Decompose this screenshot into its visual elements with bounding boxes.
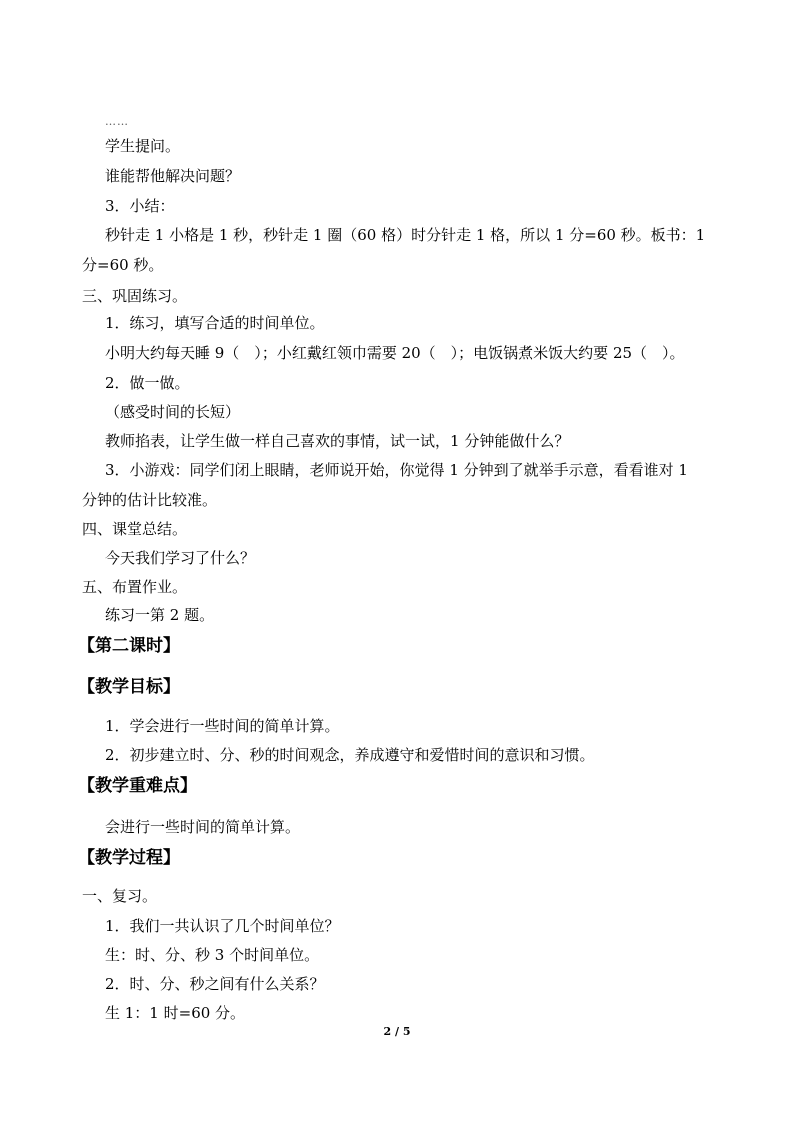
paragraph: 1．学会进行一些时间的简单计算。 bbox=[105, 717, 340, 735]
paragraph: 1．我们一共认识了几个时间单位？ bbox=[105, 917, 340, 935]
paragraph: 1．练习，填写合适的时间单位。 bbox=[105, 314, 325, 332]
lesson-heading: 【第二课时】 bbox=[78, 636, 180, 656]
paragraph: 2．初步建立时、分、秒的时间观念，养成遵守和爱惜时间的意识和习惯。 bbox=[105, 746, 595, 764]
paragraph: 3．小游戏：同学们闭上眼睛，老师说开始，你觉得 1 分钟到了就举手示意，看看谁对 1 bbox=[105, 461, 688, 479]
paragraph: 学生提问。 bbox=[105, 137, 181, 155]
section-heading: 四、课堂总结。 bbox=[82, 520, 188, 538]
ellipsis-text: …… bbox=[105, 115, 129, 128]
objectives-heading: 【教学目标】 bbox=[78, 677, 180, 697]
paragraph: 2．做一做。 bbox=[105, 374, 190, 392]
paragraph: 练习一第 2 题。 bbox=[105, 606, 215, 624]
paragraph: 教师掐表，让学生做一样自己喜欢的事情，试一试，1 分钟能做什么？ bbox=[105, 432, 570, 450]
page-number: 2 / 5 bbox=[383, 1025, 411, 1038]
paragraph: 生 1：1 时=60 分。 bbox=[105, 1004, 246, 1022]
paragraph: 生：时、分、秒 3 个时间单位。 bbox=[105, 946, 320, 964]
section-heading: 三、巩固练习。 bbox=[82, 287, 188, 305]
paragraph: 2．时、分、秒之间有什么关系？ bbox=[105, 975, 325, 993]
paragraph: 3．小结： bbox=[105, 197, 175, 215]
paragraph: 秒针走 1 小格是 1 秒，秒针走 1 圈（60 格）时分针走 1 格，所以 1 分=60 秒。板书：1 bbox=[105, 226, 706, 244]
paragraph: 今天我们学习了什么？ bbox=[105, 549, 256, 567]
paragraph: 分钟的估计比较准。 bbox=[82, 491, 218, 509]
paragraph: （感受时间的长短） bbox=[105, 403, 241, 421]
process-heading: 【教学过程】 bbox=[78, 848, 180, 868]
key-points-heading: 【教学重难点】 bbox=[78, 776, 197, 796]
paragraph: 会进行一些时间的简单计算。 bbox=[105, 818, 301, 836]
section-heading: 一、复习。 bbox=[82, 887, 158, 905]
paragraph: 分=60 秒。 bbox=[82, 256, 164, 274]
paragraph: 谁能帮他解决问题？ bbox=[105, 167, 241, 185]
paragraph: 小明大约每天睡 9（ ）；小红戴红领巾需要 20（ ）；电饭锅煮米饭大约要 25（ ）。 bbox=[105, 344, 685, 362]
section-heading: 五、布置作业。 bbox=[82, 578, 188, 596]
